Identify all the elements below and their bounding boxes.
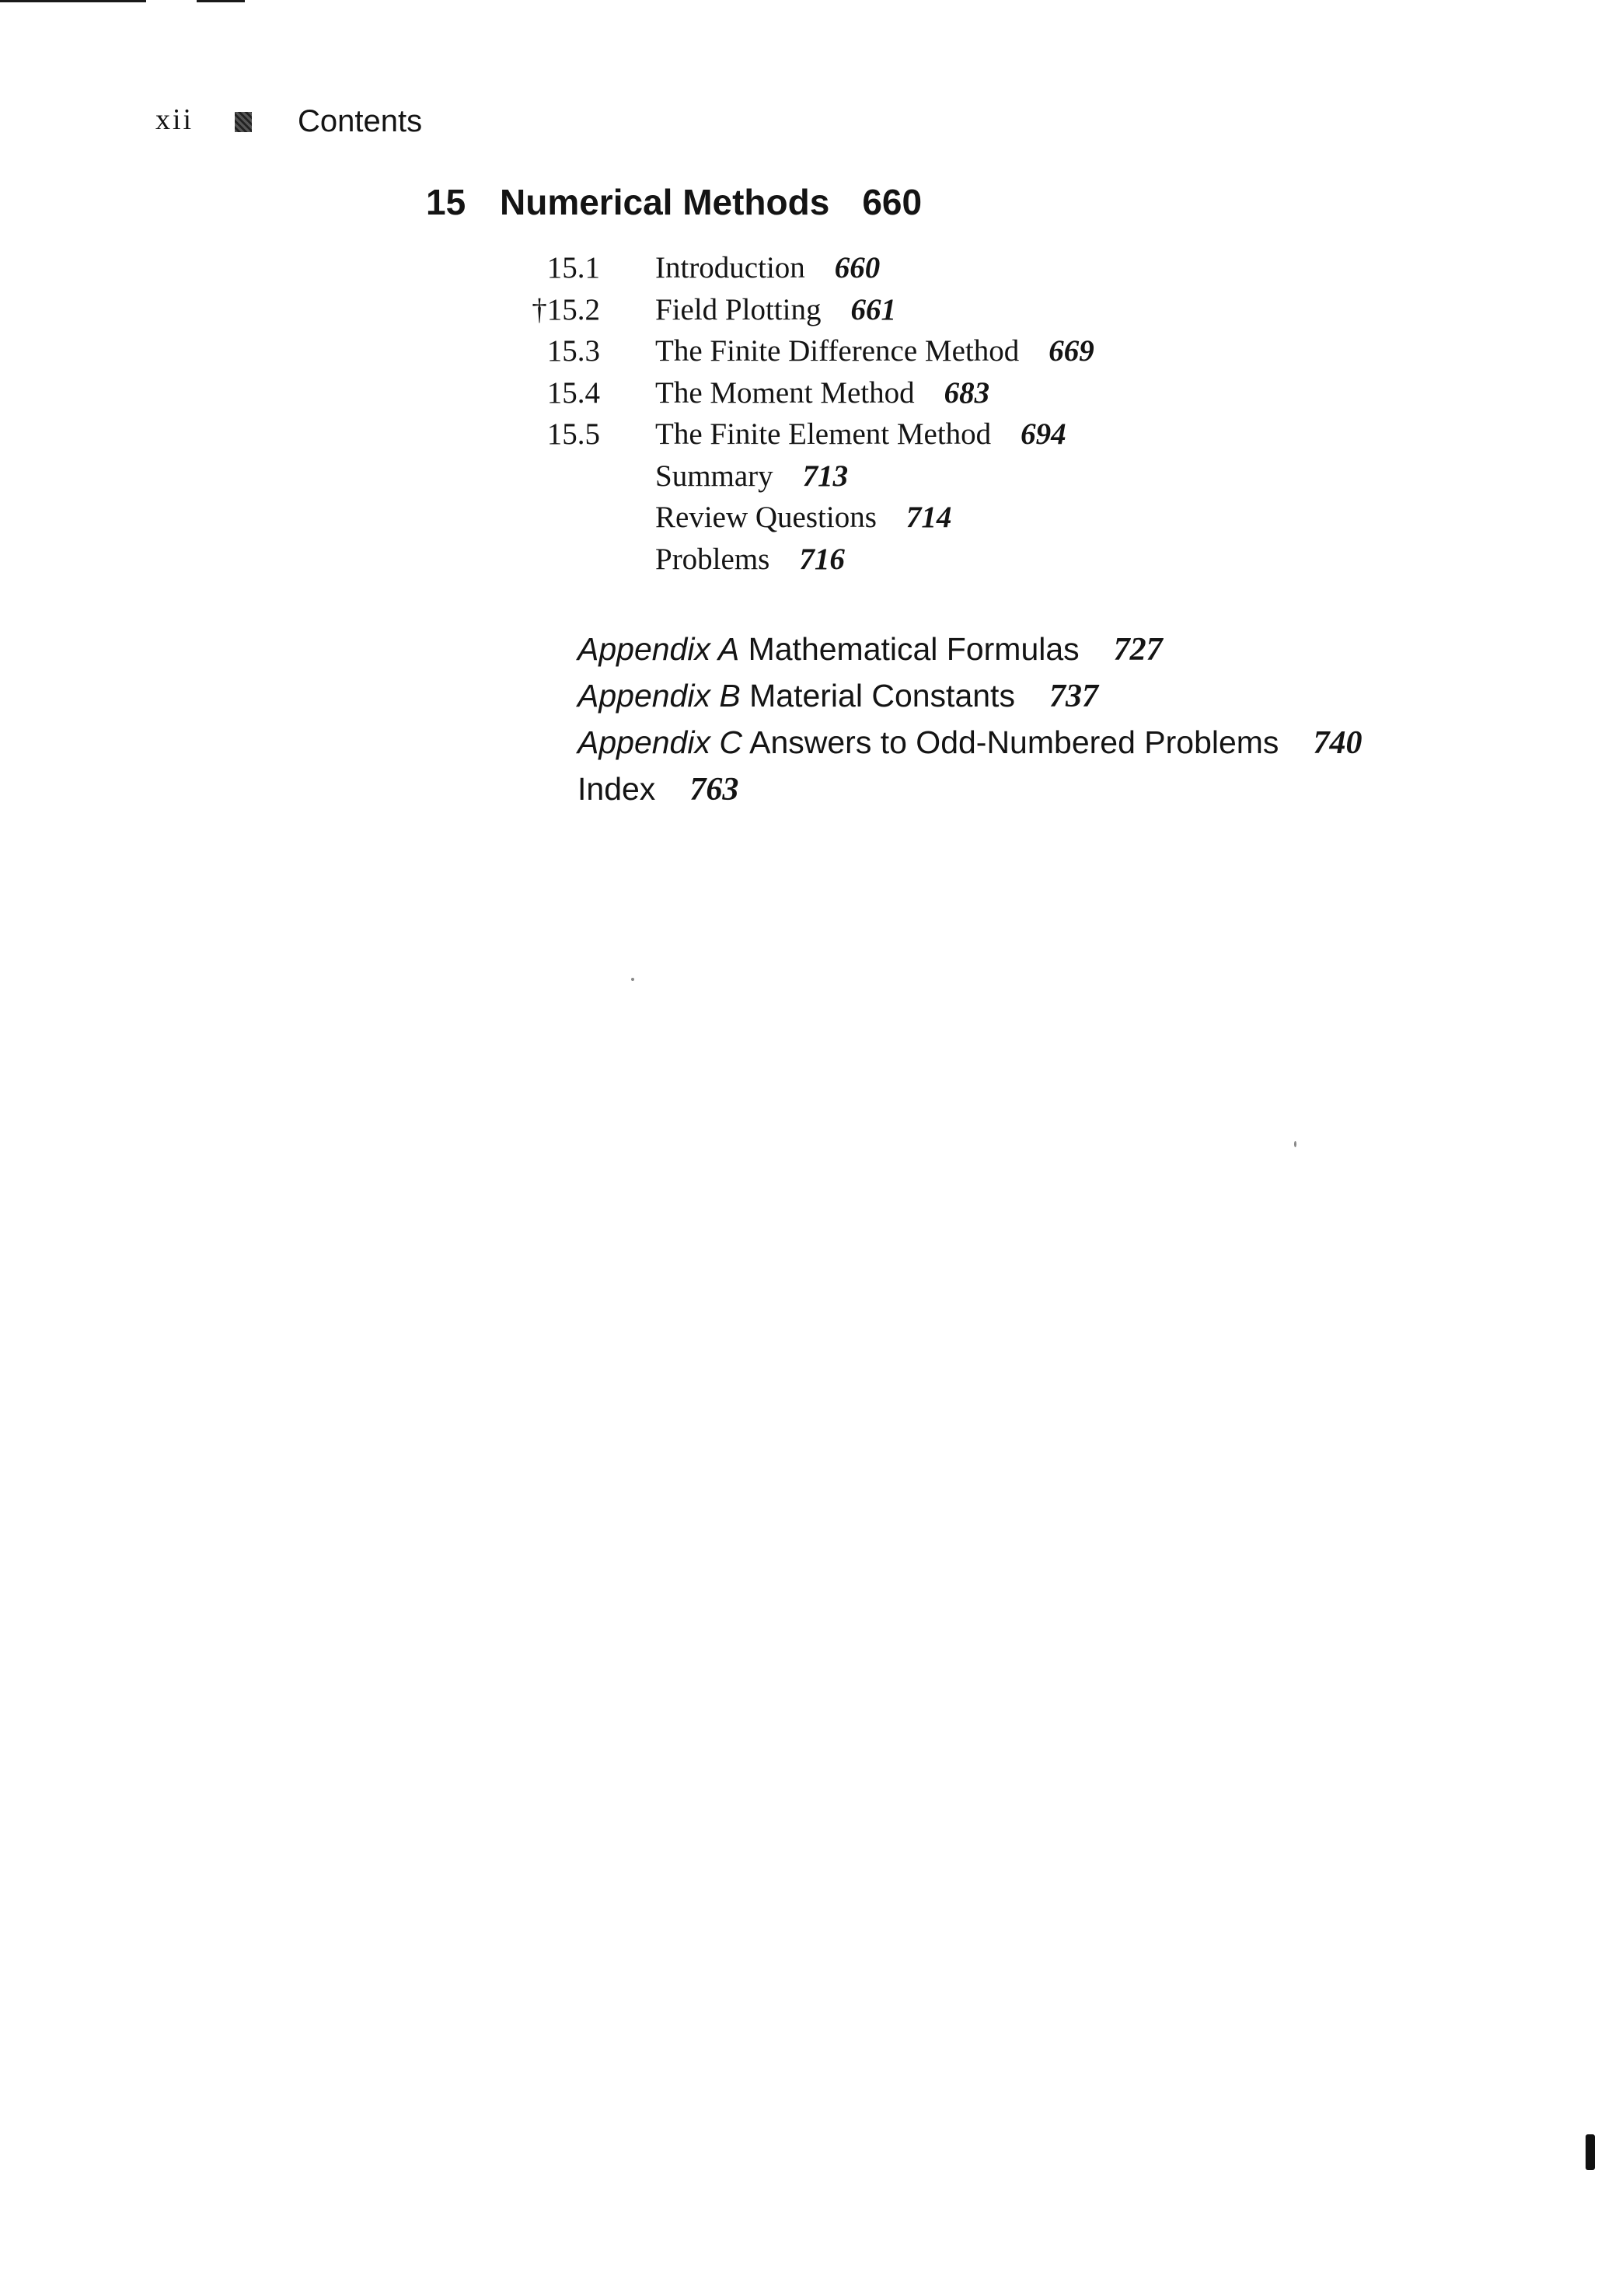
section-title: The Finite Difference Method bbox=[655, 334, 1020, 368]
page-folio: xii bbox=[155, 103, 194, 136]
section-page: 716 bbox=[799, 542, 845, 576]
section-title: The Moment Method bbox=[655, 375, 915, 410]
chapter-number: 15 bbox=[426, 182, 466, 222]
section-number: 15.1 bbox=[546, 251, 600, 284]
appendix-title: Material Constants bbox=[749, 678, 1015, 714]
section-title: Summary bbox=[655, 459, 773, 493]
section-list bbox=[529, 247, 1228, 580]
toc-entry bbox=[529, 247, 1228, 289]
header-square-icon bbox=[235, 112, 252, 132]
section-title: The Finite Element Method bbox=[655, 417, 992, 451]
section-title: Field Plotting bbox=[655, 292, 822, 326]
chapter-page: 660 bbox=[862, 182, 923, 222]
scan-speck bbox=[631, 978, 634, 981]
section-page: 661 bbox=[850, 292, 896, 326]
top-rule-right bbox=[197, 0, 245, 2]
appendix-title: Answers to Odd-Numbered Problems bbox=[749, 724, 1279, 760]
section-number: 15.3 bbox=[546, 334, 600, 368]
appendix-label: Appendix B bbox=[577, 678, 741, 714]
section-title: Problems bbox=[655, 542, 770, 576]
chapter-heading bbox=[426, 181, 922, 223]
appendix-label: Appendix C bbox=[577, 724, 742, 760]
appendix-title: Mathematical Formulas bbox=[748, 631, 1080, 667]
top-rule-left bbox=[0, 0, 146, 2]
section-page: 714 bbox=[905, 501, 952, 534]
toc-entry bbox=[529, 372, 1228, 414]
section-title: Introduction bbox=[655, 251, 805, 284]
appendix-page: 727 bbox=[1113, 632, 1163, 668]
toc-entry bbox=[529, 289, 1228, 331]
running-header bbox=[0, 101, 622, 148]
back-matter-entry bbox=[577, 626, 1510, 672]
appendix-page: 740 bbox=[1313, 725, 1363, 761]
toc-entry bbox=[529, 539, 1228, 581]
section-title: Review Questions bbox=[655, 501, 877, 534]
section-number: †15.2 bbox=[532, 292, 600, 326]
toc-entry bbox=[529, 455, 1228, 497]
section-page: 694 bbox=[1021, 417, 1066, 451]
index-page: 763 bbox=[689, 772, 739, 808]
toc-entry bbox=[529, 497, 1228, 539]
chapter-title: Numerical Methods bbox=[500, 182, 830, 222]
running-header-title: Contents bbox=[298, 104, 423, 138]
back-matter-entry bbox=[577, 766, 1510, 812]
back-matter-list bbox=[577, 626, 1510, 812]
section-number: 15.4 bbox=[546, 375, 600, 410]
back-matter-entry bbox=[577, 719, 1510, 766]
section-page: 683 bbox=[944, 375, 990, 410]
appendix-page: 737 bbox=[1049, 679, 1098, 714]
section-page: 669 bbox=[1049, 334, 1094, 368]
index-title: Index bbox=[577, 771, 656, 807]
appendix-label: Appendix A bbox=[577, 631, 740, 667]
toc-entry bbox=[529, 413, 1228, 455]
back-matter-entry bbox=[577, 672, 1510, 719]
toc-entry bbox=[529, 330, 1228, 372]
section-page: 660 bbox=[834, 251, 881, 284]
scan-edge-mark bbox=[1586, 2134, 1595, 2170]
scan-speck bbox=[1294, 1141, 1296, 1147]
section-page: 713 bbox=[802, 459, 849, 493]
section-number: 15.5 bbox=[546, 417, 600, 451]
